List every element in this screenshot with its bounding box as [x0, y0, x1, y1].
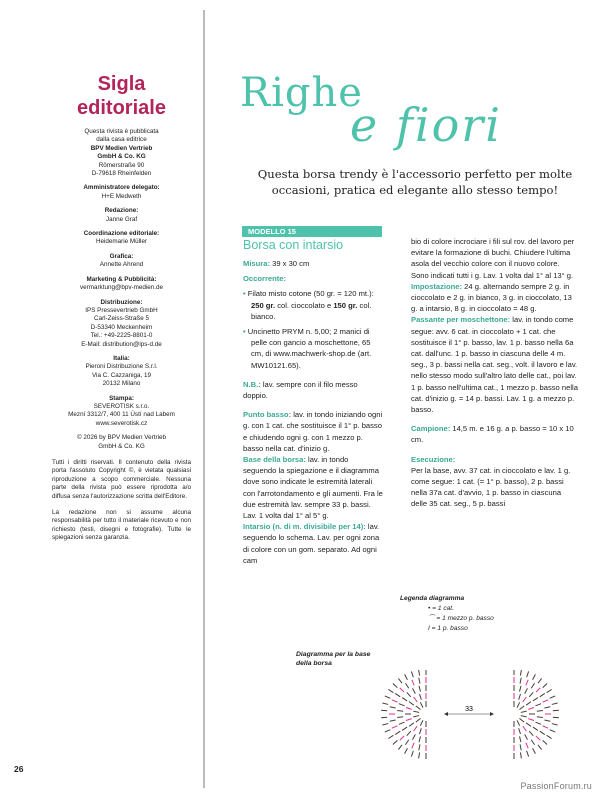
- stitch-mark: [390, 707, 396, 708]
- stitch-mark: [526, 680, 528, 686]
- distribution-block: Distribuzione: IPS Pressevertrieb GmbH Carl-Zeiss-Straße 5 D-53340 Meckenheim Tel.: +49-2225-8801-0 E-Mail: distribution@ips-d.de: [81, 298, 162, 348]
- arrow-right-icon: [490, 712, 494, 716]
- stitch-mark: [397, 711, 403, 712]
- intarsia-section: Intarsio (n. di m. divisibile per 14): lav. seguendo lo schema. Lav. per ogni zona di colore con un gom. separato. Ad ogni cam: [243, 522, 380, 565]
- instructions-column-2: [411, 236, 579, 514]
- stitch-mark: [393, 740, 397, 744]
- stitch-mark: [420, 694, 422, 700]
- article-title: [240, 70, 580, 160]
- disclaimer-text: La redazione non si assume alcuna responsabilità per tutto il materiale ricevuto e non richiesto (testi, disegni e fotografie). Tutte le spiegazioni senza garanzia.: [52, 509, 191, 542]
- pattern-title: Borsa con intarsio: [243, 238, 344, 252]
- stitch-mark: [520, 744, 521, 750]
- stitch-count: 33: [465, 706, 473, 713]
- stitch-mark: [540, 731, 545, 734]
- imprint-sidebar: [0, 0, 203, 800]
- stitch-mark: [525, 688, 528, 693]
- stitch-mark: [392, 700, 398, 702]
- nb-line: N.B.: lav. sempre con il filo messo doppio.: [243, 379, 358, 401]
- stitch-mark: [538, 745, 542, 750]
- stitch-mark: [543, 740, 547, 744]
- stitch-mark: [520, 686, 521, 692]
- stitch-mark: [537, 717, 543, 718]
- stitch-mark: [517, 720, 520, 725]
- stitch-mark: [412, 680, 414, 686]
- coordination-block: Coordinazione editoriale: Heidemarie Müller: [83, 230, 160, 246]
- left-round-end: [381, 670, 426, 759]
- stitch-mark: [419, 686, 420, 692]
- stitch-mark: [414, 726, 418, 731]
- stitch-mark: [405, 683, 408, 688]
- stitch-mark: [536, 722, 542, 724]
- page-number: 26: [14, 764, 24, 774]
- crochet-base-diagram: [360, 670, 580, 780]
- stitch-mark: [523, 697, 527, 702]
- stitch-mark: [420, 720, 423, 725]
- stitch-mark: [531, 683, 534, 688]
- stitch-mark: [523, 726, 527, 731]
- copyright-block: © 2026 by BPV Medien Vertrieb GmbH & Co. KG: [77, 434, 166, 450]
- stitch-mark: [399, 704, 405, 706]
- stitch-mark: [400, 736, 404, 740]
- material-item-2: • Uncinetto PRYM n. 5,00; 2 manici di pelle con gancio a moschettone, 65 cm, di www.machwerk-shop.de (art. MW10121.65).: [243, 327, 372, 370]
- stitch-mark: [382, 703, 388, 704]
- stitch-mark: [520, 678, 521, 684]
- stitch-mark: [411, 751, 413, 757]
- stitch-mark: [538, 678, 542, 683]
- editorial-block: Redazione: Janne Graf: [104, 207, 139, 223]
- stitch-mark: [536, 736, 540, 740]
- carabiner-section: Passante per moschettone: lav. in tondo come segue: avv. 6 cat. in cioccolato + 1 cat. che sostituisce il 1° p. basso, lav. 1 p. basso nella 6a cat. dall'unc. 1 p. basso in ciascuna delle 4 m. seg., 3 p. bassi nella cat. seg., volt. il lavoro e lav. nello stesso modo sull'altro lato delle cat., poi lav. 1 p. basso nell'ultima cat., 1 mezzo p. basso nella cat. d'inizio g. = 14 p. bassi. Lav. 1 g. a mezzo p. basso.: [411, 315, 578, 415]
- stitch-mark: [399, 722, 405, 724]
- ceo-block: Amministratore delegato: H+E Medweth: [83, 184, 160, 200]
- stitch-mark: [544, 720, 550, 721]
- stitch-mark: [526, 702, 531, 706]
- stitch-mark: [552, 724, 558, 725]
- stitch-mark: [528, 708, 534, 710]
- stitch-mark: [413, 716, 419, 717]
- stitch-mark: [407, 692, 411, 696]
- stitch-mark: [420, 702, 423, 707]
- stitch-mark: [419, 736, 420, 742]
- stitch-mark: [406, 719, 412, 721]
- stitch-mark: [412, 743, 414, 749]
- stitch-mark: [525, 734, 528, 739]
- stitch-mark: [413, 734, 416, 739]
- right-round-end: [514, 670, 559, 759]
- stitch-mark: [521, 716, 527, 717]
- marketing-block: Marketing & Pubblicità: vermarktung@bpv-medien.de: [79, 275, 164, 292]
- stitch-mark: [393, 684, 397, 688]
- stitch-mark: [405, 748, 408, 753]
- stitch-mark: [416, 706, 421, 710]
- stitch-mark: [388, 689, 393, 692]
- stitch-mark: [527, 671, 529, 677]
- stitch-mark: [398, 678, 402, 683]
- stitch-mark: [405, 674, 408, 679]
- legend-title: Legenda diagramma: [400, 595, 465, 602]
- stitch-mark: [526, 723, 531, 727]
- stitch-mark: [519, 706, 524, 710]
- stitch-mark: [550, 696, 555, 698]
- title-word-2: e fiori: [350, 98, 502, 152]
- stitch-mark: [533, 674, 536, 679]
- stitch-mark: [550, 730, 555, 732]
- stitch-mark: [533, 748, 536, 753]
- stitch-mark: [520, 670, 521, 676]
- stitch-mark: [521, 711, 527, 712]
- stitch-mark: [407, 731, 411, 735]
- stitch-mark: [402, 727, 407, 730]
- graphics-block: Grafica: Annette Ahrend: [99, 252, 144, 269]
- stitch-mark: [395, 731, 400, 734]
- arrow-left-icon: [444, 712, 448, 716]
- stitch-mark: [529, 731, 533, 735]
- stitch-mark: [392, 726, 398, 728]
- stitch-mark: [519, 718, 524, 722]
- stitch-mark: [388, 735, 393, 738]
- legend-slip-stitch: ⌒ = 1 mezzo p. basso: [428, 615, 494, 622]
- stitch-mark: [519, 694, 521, 700]
- gauge-section: Campione: 14,5 m. e 16 g. a p. basso = 10 x 10 cm.: [411, 424, 574, 445]
- intarsia-continued: bio di colore incrociare i fili sul rov. del lavoro per evitare la formazione di buchi. Chiudere l'ultima asola del vecchio colore con il nuovo colore. Sono indicati tutti i g. Lav. 1 volta dal 1° al 13° g.: [411, 237, 575, 280]
- stitch-mark: [395, 693, 400, 696]
- stitch-mark: [543, 684, 547, 688]
- legend-single-crochet: I = 1 p. basso: [428, 625, 468, 632]
- stitch-section: Punto basso: lav. in tondo iniziando ogni g. con 1 cat. che sostituisce il 1° p. basso e chiudendo ogni g. con 1 mezzo p. basso nella cat. d'inizio g.: [243, 410, 383, 453]
- execution-label: Esecuzione:: [411, 454, 456, 464]
- stitch-mark: [547, 735, 552, 738]
- stitch-mark: [385, 730, 390, 732]
- stitch-mark: [517, 702, 520, 707]
- model-badge: MODELLO 15: [242, 226, 382, 237]
- stitch-mark: [400, 688, 404, 692]
- stitch-mark: [552, 703, 558, 704]
- materials-label: Occorrente:: [243, 274, 287, 284]
- stitch-mark: [528, 719, 534, 721]
- material-item-1: • Filato misto cotone (50 gr. = 120 mt.): 250 gr. col. cioccolato e 150 gr. col. bianco.: [243, 289, 374, 321]
- italy-block: Italia: Pieroni Distribuzione S.r.l. Via C. Cazzaniga, 19 20132 Milano: [85, 354, 158, 388]
- stitch-mark: [543, 700, 549, 702]
- stitch-mark: [537, 711, 543, 712]
- stitch-mark: [533, 698, 538, 701]
- instructions-column-1: [243, 258, 383, 570]
- stitch-mark: [533, 727, 538, 730]
- stitch-mark: [526, 743, 528, 749]
- stitch-mark: [519, 728, 521, 734]
- stitch-mark: [520, 736, 521, 742]
- stitch-mark: [420, 728, 422, 734]
- stitch-mark: [419, 670, 420, 676]
- imprint-title: Sigla editoriale: [77, 73, 166, 119]
- stitch-mark: [416, 718, 421, 722]
- publisher-block: Questa rivista è pubblicata dalla casa editrice BPV Medien Vertrieb GmbH & Co. KG Römerstraße 90 D-79618 Rheinfelden: [84, 128, 159, 178]
- stitch-mark: [543, 726, 549, 728]
- stitch-mark: [411, 671, 413, 677]
- stitch-mark: [382, 724, 388, 725]
- size-line: Misura: 39 x 30 cm: [243, 259, 310, 268]
- intro-text: Questa borsa trendy è l'accessorio perfetto per molte occasioni, pratica ed elegante allo stesso tempo!: [257, 167, 573, 197]
- stitch-mark: [398, 745, 402, 750]
- stitch-mark: [419, 752, 420, 758]
- stitch-mark: [397, 717, 403, 718]
- stitch-mark: [385, 696, 390, 698]
- stitch-mark: [414, 697, 418, 702]
- rights-text: Tutti i diritti riservati. Il contenuto della rivista porta l'assoluto Copyright ©, è vietata qualsiasi riproduzione a scopo commerciale. Nessuna parte della rivista può essere riprodotta a/o diffusa senza l'autorizzazione scritta dell'Editore.: [52, 459, 191, 500]
- stitch-mark: [405, 740, 408, 745]
- sidebar-divider: [203, 10, 205, 788]
- stitch-mark: [413, 688, 416, 693]
- stitch-mark: [409, 723, 414, 727]
- stitch-mark: [540, 693, 545, 696]
- stitch-mark: [413, 711, 419, 712]
- base-section: Base della borsa: lav. in tondo seguendo la spiegazione e il diagramma dove sono indicate le estremità laterali con l'arrotondamento e gli aumenti. Fra le due estremità lav. sempre 33 p. bassi. Lav. 1 volta dal 1° al 5° g.: [243, 455, 383, 521]
- diagram-legend: [400, 594, 520, 634]
- title-word-1: Righe: [240, 70, 363, 116]
- stitch-mark: [406, 708, 412, 710]
- stitch-mark: [544, 707, 550, 708]
- stitch-mark: [409, 702, 414, 706]
- print-block: Stampa: SEVEROTISK s.r.o. Mezní 3312/7, 400 11 Ústí nad Labem www.severotisk.cz: [68, 394, 175, 427]
- stitch-mark: [527, 751, 529, 757]
- stitch-mark: [419, 678, 420, 684]
- stitch-mark: [520, 752, 521, 758]
- stitch-mark: [531, 740, 534, 745]
- stitch-mark: [536, 688, 540, 692]
- execution-text: Per la base, avv. 37 cat. in cioccolato e lav. 1 g. come segue: 1 cat. (= 1° p. basso), 2 p. bassi nella 37a cat. d'avvio, 1 p. basso in ciascuna delle 35 cat. seg., 5 p. bassi: [411, 465, 571, 509]
- stitch-mark: [390, 720, 396, 721]
- stitch-mark: [536, 704, 542, 706]
- stitch-mark: [547, 689, 552, 692]
- stitch-mark: [402, 698, 407, 701]
- stitch-mark: [529, 692, 533, 696]
- legend-chain: • = 1 cat.: [428, 605, 454, 612]
- watermark: PassionForum.ru: [520, 781, 592, 791]
- stitch-mark: [419, 744, 420, 750]
- setup-section: Impostazione: 24 g. alternando sempre 2 g. in cioccolato e 2 g. in bianco, 3 g. in cioccolato, 13 g. a intarsio, 8 g. in cioccolato = 48 g.: [411, 281, 572, 314]
- diagram-label: Diagramma per la base della borsa: [296, 651, 371, 667]
